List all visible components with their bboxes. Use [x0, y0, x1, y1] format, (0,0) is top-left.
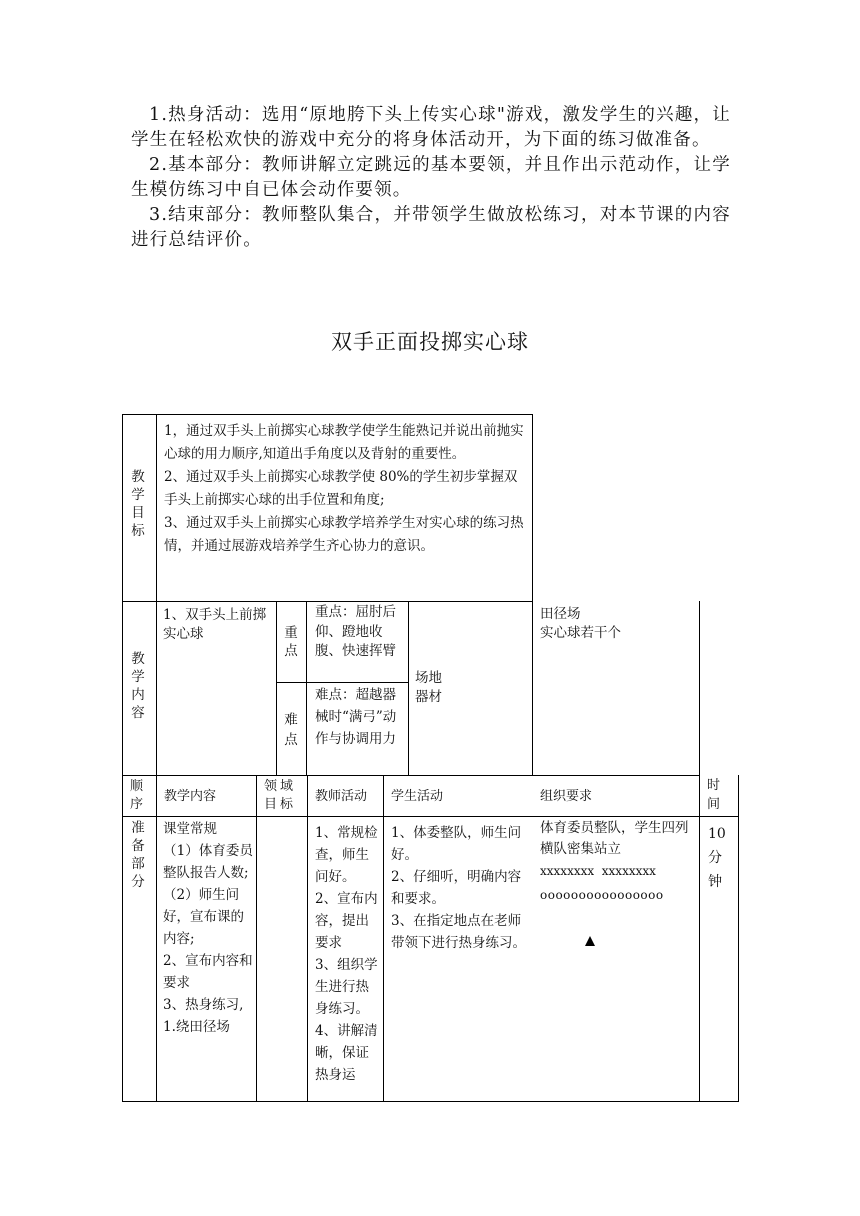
intro-para-2: 2.基本部分：教师讲解立定跳远的基本要领，并且作出示范动作，让学生模仿练习中自已体会动作要领。	[131, 155, 731, 200]
table-line	[738, 775, 739, 1102]
table-line	[122, 414, 123, 1102]
student-line: 3、在指定地点在老师带领下进行热身练习。	[391, 913, 526, 951]
table-line	[122, 414, 532, 415]
table-line	[532, 414, 533, 776]
student-line: 2、仔细听，明确内容和要求。	[391, 869, 522, 907]
header-content: 教学内容	[164, 789, 217, 804]
table-line	[156, 775, 157, 1102]
goal-item: 1，通过双手头上前掷实心球教学使学生能熟记并说出前抛实心球的用力顺序,知道出手角度以及背射的重要性。	[164, 423, 524, 462]
content-line: 课堂常规	[163, 821, 217, 837]
table-line	[156, 414, 157, 776]
row-student	[391, 822, 527, 954]
difficulty-label: 难点	[284, 712, 298, 748]
row-order: 准备部分	[131, 820, 145, 890]
header-time: 时间	[707, 778, 721, 812]
header-order: 顺序	[130, 779, 144, 812]
table-line	[122, 601, 532, 602]
content-line: 1.绕田径场	[163, 1019, 230, 1035]
goal-item: 3、通过双手头上前掷实心球教学培养学生对实心球的练习热情，并通过展游戏培养学生齐心协力的意识。	[164, 515, 524, 554]
table-line	[306, 601, 307, 776]
table-line	[276, 601, 277, 776]
content-line: 2、宣布内容和要求	[163, 953, 253, 991]
table-line	[122, 1101, 738, 1102]
teacher-line: 2、宣布内容，提出要求	[315, 891, 378, 951]
row-teacher	[315, 822, 379, 1086]
venue-label: 场地器材	[415, 670, 442, 705]
header-student: 学生活动	[391, 789, 444, 804]
intro-text	[131, 103, 731, 253]
row-time: 10分钟	[708, 826, 726, 890]
key-point-label: 重点	[284, 625, 298, 659]
table-line	[256, 775, 257, 1102]
goals-label: 教学目标	[131, 469, 145, 539]
goal-item: 2、通过双手头上前掷实心球教学使 80%的学生初步掌握双手头上前掷实心球的出手位置和角度;	[164, 469, 518, 508]
venue-text: 田径场 实心球若干个	[540, 606, 621, 641]
row-org-o: oooooooooooooooo	[540, 888, 664, 902]
lesson-title: 双手正面投掷实心球	[331, 330, 529, 354]
table-line	[307, 775, 308, 1102]
table-line	[276, 682, 408, 683]
student-line: 1、体委整队，师生问好。	[391, 825, 522, 863]
teacher-line: 3、组织学生进行热身练习。	[315, 957, 378, 1017]
row-org-text: 体育委员整队，学生四列横队密集站立	[540, 820, 689, 857]
row-org-x: xxxxxxxx xxxxxxxx	[540, 864, 656, 878]
header-teacher: 教师活动	[315, 789, 368, 804]
content-item: 1、双手头上前掷实心球	[163, 607, 267, 642]
teacher-line: 1、常规检查，师生问好。	[315, 825, 378, 885]
intro-para-3: 3.结束部分：教师整队集合，并带领学生做放松练习，对本节课的内容进行总结评价。	[131, 205, 731, 250]
header-org: 组织要求	[540, 789, 593, 804]
content-line: 3、热身练习,	[163, 997, 244, 1013]
table-line	[408, 601, 409, 776]
content-line: （1）体育委员整队报告人数;	[163, 843, 253, 881]
key-point-text: 重点：屈肘后仰、蹬地收腹、快速挥臂	[315, 604, 396, 659]
intro-para-1: 1.热身活动：选用“原地胯下头上传实心球"游戏，激发学生的兴趣，让学生在轻松欢快的游戏中充分的将身体活动开，为下面的练习做准备。	[131, 105, 731, 150]
header-domain: 领域目标	[264, 779, 297, 812]
difficulty-text: 难点：超越器械时“满弓”动作与协调用力	[315, 687, 397, 747]
teacher-position-marker	[585, 936, 595, 946]
goals-list	[164, 420, 526, 558]
content-line: （2）师生问好，宣布课的内容;	[163, 887, 244, 947]
row-content	[163, 818, 253, 1038]
table-line	[699, 601, 700, 1102]
table-line	[383, 775, 384, 1102]
teacher-line: 4、讲解清晰，保证热身运	[315, 1023, 378, 1083]
content-label: 教学内容	[131, 651, 145, 721]
table-line	[122, 816, 738, 817]
table-line	[122, 775, 699, 776]
